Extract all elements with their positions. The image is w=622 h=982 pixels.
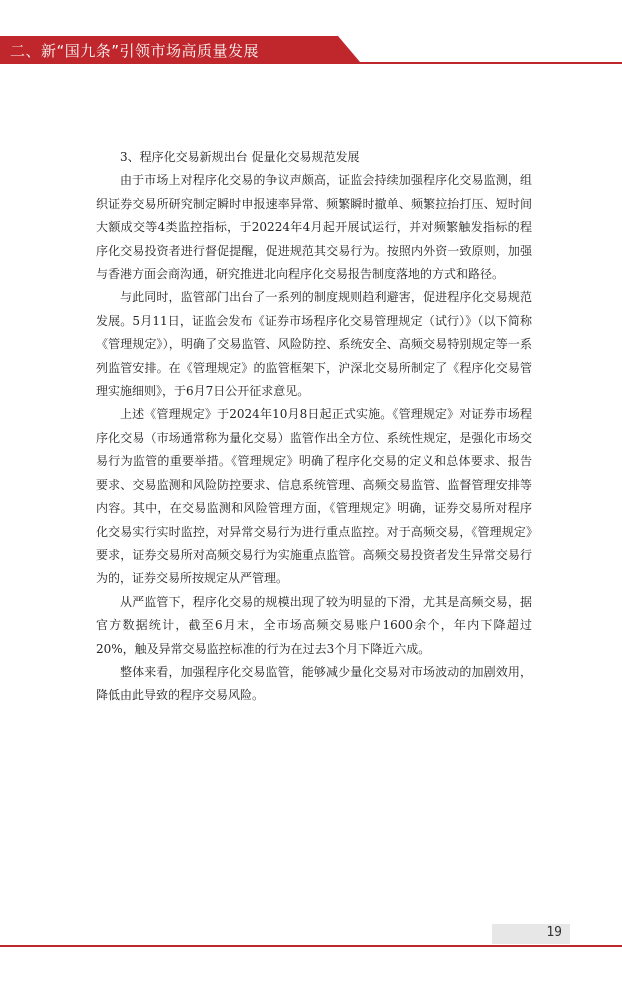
footer-divider [0,945,622,947]
chapter-title: 二、新“国九条”引领市场高质量发展 [10,42,260,60]
paragraph-4: 从严监管下，程序化交易的规模出现了较为明显的下滑，尤其是高频交易，据官方数据统计，截至6月末，全市场高频交易账户1600余个，年内下降超过20%，触及异常交易监控标准的行为在过去3个月下降近六成。 [96,594,532,656]
section-heading: 3、程序化交易新规出台 促量化交易规范发展 [120,150,360,164]
page-number-box [492,924,570,944]
article-body [96,146,532,708]
paragraph-2: 与此同时，监管部门出台了一系列的制度规则趋利避害，促进程序化交易规范发展。5月11日，证监会发布《证券市场程序化交易管理规定（试行）》（以下简称《管理规定》），明确了交易监管、风险防控、系统安全、高频交易特别规定等一系列监管安排。在《管理规定》的监管框架下，沪深北交易所制定了《程序化交易管理实施细则》，于6月7日公开征求意见。 [96,290,532,399]
paragraph-1: 由于市场上对程序化交易的争议声颇高，证监会持续加强程序化交易监测，组织证券交易所研究制定瞬时申报速率异常、频繁瞬时撤单、频繁拉抬打压、短时间大额成交等4类监控指标，于20224年4月起开展试运行，并对频繁触发指标的程序化交易投资者进行督促提醒，促进规范其交易行为。按照内外资一致原则，加强与香港方面会商沟通，研究推进北向程序化交易报告制度落地的方式和路径。 [96,173,532,282]
paragraph-5: 整体来看，加强程序化交易监管，能够减少量化交易对市场波动的加剧效用，降低由此导致的程序交易风险。 [96,664,532,703]
page-number: 19 [546,925,562,940]
paragraph-3: 上述《管理规定》于2024年10月8日起正式实施。《管理规定》对证券市场程序化交易（市场通常称为量化交易）监管作出全方位、系统性规定，是强化市场交易行为监管的重要举措。《管理规定》明确了程序化交易的定义和总体要求、报告要求、交易监测和风险防控要求、信息系统管理、高频交易监管、监督管理安排等内容。其中，在交易监测和风险管理方面，《管理规定》明确，证券交易所对程序化交易实行实时监控，对异常交易行为进行重点监控。对于高频交易，《管理规定》要求，证券交易所对高频交易行为实施重点监管。高频交易投资者发生异常交易行为的，证券交易所按规定从严管理。 [96,407,532,586]
header-divider [0,62,622,64]
